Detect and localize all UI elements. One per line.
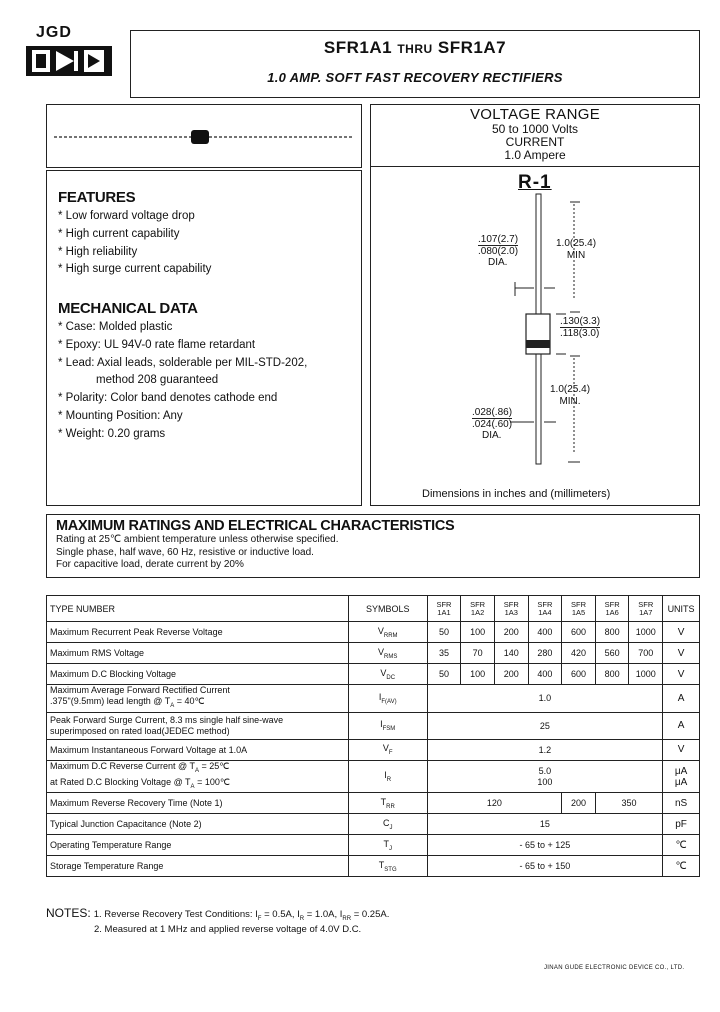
value-cell: 700 xyxy=(629,643,663,664)
dim-min2: MIN. xyxy=(559,396,581,407)
value-cell: 50 xyxy=(427,622,461,643)
logo-text: JGD xyxy=(36,24,72,41)
title-part-b: SFR1A7 xyxy=(437,38,507,57)
value-cell: 5.0 100 xyxy=(427,760,662,793)
symbol-cell: $I_R$ xyxy=(348,760,427,793)
mechanical-item: * Polarity: Color band denotes cathode end xyxy=(58,392,278,405)
notes-label: NOTES: xyxy=(46,906,91,920)
value-cell: 400 xyxy=(528,664,562,685)
notes-section xyxy=(46,906,686,935)
table-row xyxy=(47,712,700,739)
type-header: SFR 1A5 xyxy=(562,596,596,622)
unit-cell: pF xyxy=(663,814,700,835)
unit-cell: μA μA xyxy=(663,760,700,793)
dimension-caption: Dimensions in inches and (millimeters) xyxy=(422,488,611,500)
feature-item: * Low forward voltage drop xyxy=(58,210,195,222)
type-number-header: TYPE NUMBER xyxy=(47,596,349,622)
value-cell: 140 xyxy=(494,643,528,664)
note-1: NOTES: 1. Reverse Recovery Test Conditions: $I_F = 0.5A$, $I_R = 1.0A$, $I_{RR} = 0.25A$. xyxy=(46,906,390,923)
unit-cell: ℃ xyxy=(663,856,700,877)
max-ratings-section xyxy=(56,518,696,572)
symbol-cell: $V_{RMS}$ xyxy=(348,643,427,664)
param-cell: Storage Temperature Range xyxy=(47,856,349,877)
dim-lead-dia-top: .107(2.7) xyxy=(478,234,519,245)
value-cell: 560 xyxy=(595,643,629,664)
table-row xyxy=(47,643,700,664)
value-cell: 25 xyxy=(427,712,662,739)
unit-cell: A xyxy=(663,712,700,739)
value-cell: 50 xyxy=(427,664,461,685)
dim-wire-top: .028(.86) xyxy=(472,407,513,418)
dim-lead-dia xyxy=(478,234,518,268)
package-outline-drawing xyxy=(370,190,700,470)
title-part-a: SFR1A1 xyxy=(323,38,393,57)
value-cell: 1.2 xyxy=(427,739,662,760)
symbol-cell: $V_F$ xyxy=(348,739,427,760)
current-label: CURRENT xyxy=(505,135,565,149)
mechanical-item: * Epoxy: UL 94V-0 rate flame retardant xyxy=(58,338,256,351)
value-cell: 600 xyxy=(562,622,596,643)
dim-len-top: 1.0(25.4) xyxy=(556,238,597,249)
table-row xyxy=(47,760,700,793)
value-cell: 800 xyxy=(595,664,629,685)
voltage-range-value: 50 to 1000 Volts xyxy=(491,122,579,136)
package-name: R-1 xyxy=(518,172,552,193)
value-cell: - 65 to + 150 xyxy=(427,856,662,877)
symbols-header: SYMBOLS xyxy=(348,596,427,622)
note-2: 2. Measured at 1 MHz and applied reverse voltage of 4.0V D.C. xyxy=(94,924,362,936)
features-section xyxy=(58,189,358,279)
type-header: SFR 1A7 xyxy=(629,596,663,622)
value-cell: 15 xyxy=(427,814,662,835)
table-row xyxy=(47,814,700,835)
mechanical-heading: MECHANICAL DATA xyxy=(58,300,198,317)
unit-cell: V xyxy=(663,622,700,643)
value-cell: 600 xyxy=(562,664,596,685)
symbol-cell: $C_J$ xyxy=(348,814,427,835)
mechanical-item: * Mounting Position: Any xyxy=(58,409,183,422)
symbol-cell: $V_{RRM}$ xyxy=(348,622,427,643)
dim-body-top: .130(3.3) xyxy=(560,316,601,327)
mechanical-item: method 208 guaranteed xyxy=(96,374,219,387)
symbol-cell: $I_{FSM}$ xyxy=(348,712,427,739)
page-title xyxy=(130,38,700,58)
value-cell: 100 xyxy=(461,664,495,685)
company-logo xyxy=(26,24,118,86)
dim-dia-label: DIA. xyxy=(488,257,508,268)
dim-body xyxy=(560,316,600,339)
param-cell: Peak Forward Surge Current, 8.3 ms single half sine-wave superimposed on rated load(JEDEC method) xyxy=(47,712,349,739)
page-subtitle: 1.0 AMP. SOFT FAST RECOVERY RECTIFIERS xyxy=(267,70,563,85)
value-cell: 200 xyxy=(562,793,596,814)
feature-item: * High surge current capability xyxy=(58,263,212,276)
max-ratings-heading: MAXIMUM RATINGS AND ELECTRICAL CHARACTERISTICS xyxy=(56,518,455,534)
symbol-cell: $T_{STG}$ xyxy=(348,856,427,877)
footer-company: JINAN GUDE ELECTRONIC DEVICE CO., LTD. xyxy=(544,965,685,971)
dim-length-top xyxy=(556,238,596,262)
param-cell: Operating Temperature Range xyxy=(47,835,349,856)
logo-mark xyxy=(26,46,112,76)
mechanical-item: * Lead: Axial leads, solderable per MIL-STD-202, xyxy=(58,356,308,369)
divider-line xyxy=(371,166,699,167)
table-row xyxy=(47,793,700,814)
param-cell: Maximum RMS Voltage xyxy=(47,643,349,664)
table-row xyxy=(47,835,700,856)
param-cell: Maximum Average Forward Rectified Current .375"(9.5mm) lead length @ $T_A$ = 40℃ xyxy=(47,685,349,713)
dim-length-bottom xyxy=(550,384,590,408)
param-cell: Maximum Instantaneous Forward Voltage at 1.0A xyxy=(47,739,349,760)
symbol-cell: $T_{RR}$ xyxy=(348,793,427,814)
value-cell: 1000 xyxy=(629,622,663,643)
type-header: SFR 1A6 xyxy=(595,596,629,622)
dim-wire-bot: .024(.60) xyxy=(472,419,513,430)
table-header-row xyxy=(47,596,700,622)
dim-wire-dia xyxy=(472,407,512,441)
diode-symbol-icon xyxy=(26,46,112,76)
dim-min: MIN xyxy=(566,250,586,261)
type-header: SFR 1A2 xyxy=(461,596,495,622)
unit-cell: V xyxy=(663,739,700,760)
value-cell: 1.0 xyxy=(427,685,662,713)
value-cell: 280 xyxy=(528,643,562,664)
table-row xyxy=(47,622,700,643)
table-row xyxy=(47,739,700,760)
title-thru: THRU xyxy=(397,42,433,56)
features-heading: FEATURES xyxy=(58,189,136,206)
value-cell: 1000 xyxy=(629,664,663,685)
type-header: SFR 1A3 xyxy=(494,596,528,622)
dim-body-bot: .118(3.0) xyxy=(560,328,600,339)
type-header: SFR 1A4 xyxy=(528,596,562,622)
mechanical-item: * Weight: 0.20 grams xyxy=(58,427,166,440)
unit-cell: nS xyxy=(663,793,700,814)
table-row xyxy=(47,685,700,713)
value-cell: - 65 to + 125 xyxy=(427,835,662,856)
unit-cell: ℃ xyxy=(663,835,700,856)
spec-table xyxy=(46,595,700,877)
value-cell: 35 xyxy=(427,643,461,664)
param-cell: Maximum D.C Reverse Current @ $T_A$ = 25℃ at Rated D.C Blocking Voltage @ $T_A$ = 100℃ xyxy=(47,760,349,793)
value-cell: 420 xyxy=(562,643,596,664)
value-cell: 70 xyxy=(461,643,495,664)
param-cell: Typical Junction Capacitance (Note 2) xyxy=(47,814,349,835)
value-cell: 800 xyxy=(595,622,629,643)
current-value: 1.0 Ampere xyxy=(504,148,566,162)
symbol-cell: $I_{F(AV)}$ xyxy=(348,685,427,713)
param-cell: Maximum Recurrent Peak Reverse Voltage xyxy=(47,622,349,643)
units-header: UNITS xyxy=(663,596,700,622)
mechanical-item: * Case: Molded plastic xyxy=(58,321,173,333)
value-cell: 400 xyxy=(528,622,562,643)
type-header: SFR 1A1 xyxy=(427,596,461,622)
value-cell: 200 xyxy=(494,664,528,685)
unit-cell: V xyxy=(663,643,700,664)
unit-cell: V xyxy=(663,664,700,685)
voltage-range-heading: VOLTAGE RANGE xyxy=(469,106,601,123)
rating-summary xyxy=(370,106,700,162)
dim-dia2: DIA. xyxy=(482,430,502,441)
value-cell: 120 xyxy=(427,793,562,814)
feature-item: * High reliability xyxy=(58,245,138,258)
diode-drawing xyxy=(46,104,362,168)
rating-condition: Single phase, half wave, 60 Hz, resistive or inductive load. xyxy=(56,546,314,558)
symbol-cell: $V_{DC}$ xyxy=(348,664,427,685)
unit-cell: A xyxy=(663,685,700,713)
param-cell: Maximum Reverse Recovery Time (Note 1) xyxy=(47,793,349,814)
value-cell: 350 xyxy=(595,793,662,814)
dim-lead-dia-bot: .080(2.0) xyxy=(478,246,519,257)
table-row xyxy=(47,664,700,685)
symbol-cell: $T_J$ xyxy=(348,835,427,856)
mechanical-section xyxy=(58,300,358,444)
value-cell: 100 xyxy=(461,622,495,643)
table-row xyxy=(47,856,700,877)
rating-condition: For capacitive load, derate current by 20% xyxy=(56,559,244,570)
rating-condition: Rating at 25℃ ambient temperature unless otherwise specified. xyxy=(56,534,339,545)
value-cell: 200 xyxy=(494,622,528,643)
dim-len-bot: 1.0(25.4) xyxy=(550,384,591,395)
param-cell: Maximum D.C Blocking Voltage xyxy=(47,664,349,685)
feature-item: * High current capability xyxy=(58,227,180,240)
